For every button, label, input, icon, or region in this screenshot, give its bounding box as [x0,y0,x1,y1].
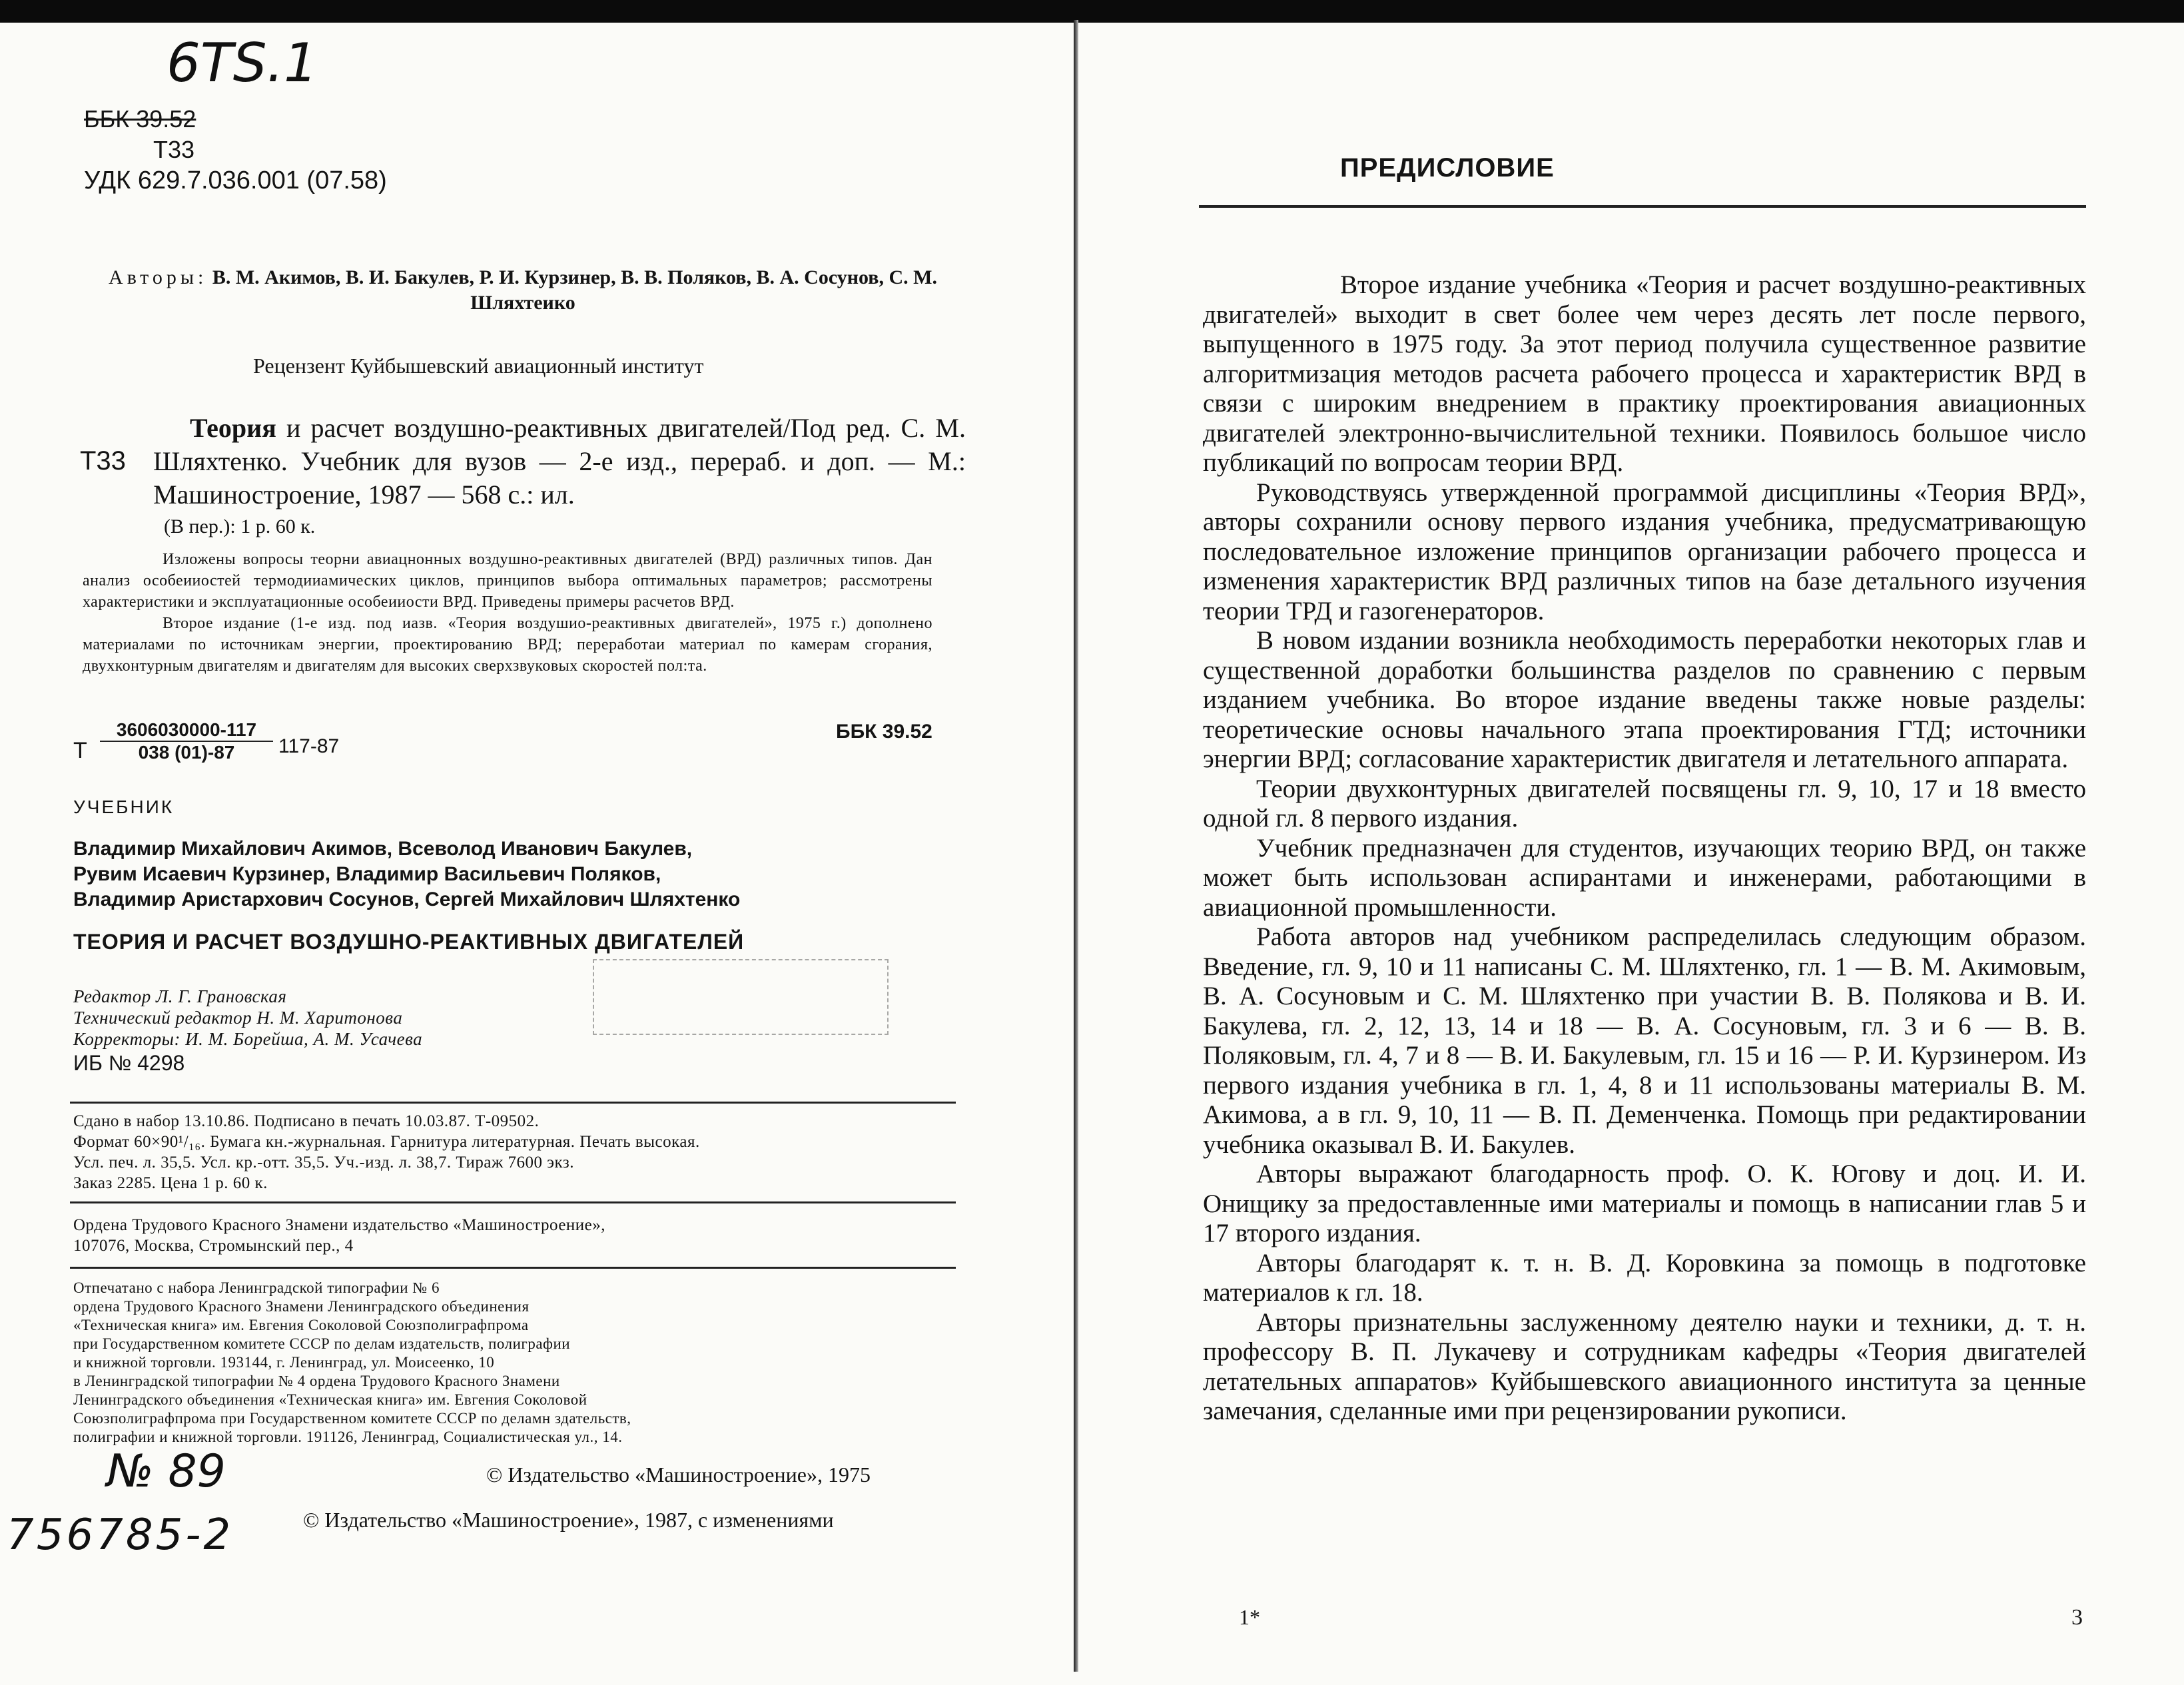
editor: Редактор Л. Г. Грановская [73,986,287,1006]
preface-paragraph-7: Авторы выражают благодарность проф. О. К. Югову и доц. И. И. Онищику за предоставленные ими материалы и помощь в написании глав 5 и 17 второго издания. [1203,1160,2086,1247]
abstract [83,549,932,677]
biblio-code: Т33 [80,446,126,476]
formula-fraction [100,719,273,763]
preface-paragraph-3: В новом издании возникла необходимость переработки некоторых глав и существенной доработки большинства разделов по сравнению с первым изданием учебника. Во второе издание введены также новые разделы: теоретические основы начального этапа проектирования ГТД; источники энергии ВРД; согласование характеристик двигателя и летательного аппарата. [1203,626,2086,773]
printer-info [73,1279,631,1447]
copyright-1975: © Издательство «Машиностроение», 1975 [486,1463,871,1487]
publisher-line-2: 107076, Москва, Стромынский пер., 4 [73,1237,354,1255]
divider-2 [70,1201,956,1203]
preface-heading: ПРЕДИСЛОВИЕ [1340,153,1555,182]
print-line-1: Сдано в набор 13.10.86. Подписано в печать 10.03.87. Т-09502. [73,1112,540,1130]
page-number: 3 [2071,1605,2083,1630]
preface-paragraph-9: Авторы признательны заслуженному деятелю науки и техники, д. т. н. профессору В. П. Лукачеву и сотрудникам кафедры «Теория двигателей летательных аппаратов» Куйбышевского авиационного института за ценные замечания, сделанные ими при рецензировании рукописи. [1203,1307,2086,1425]
print-line-2: Формат 60×90¹/₁₆. Бумага кн.-журнальная. Гарнитура литературная. Печать высокая. [73,1133,700,1151]
biblio-entry [153,412,966,511]
price: (В пер.): 1 р. 60 к. [164,515,316,537]
editors-block [73,986,422,1050]
bbk-struck: ББК 39.52 [84,105,196,133]
formula-t: Т [73,738,87,763]
formula-numerator: 3606030000-117 [100,719,273,742]
formula-suffix: 117-87 [278,735,340,757]
authors-full-line-1: Владимир Михайлович Акимов, Всеволод Иванович Бакулев, [73,838,693,860]
heading-rule [1199,205,2086,208]
divider-3 [70,1267,956,1269]
publisher [73,1215,605,1256]
library-stamp [593,959,889,1035]
printer-line-3: «Техническая книга» им. Евгения Соколовой Союзполиграфпрома [73,1317,529,1333]
handwritten-inventory: 756785-2 [7,1511,234,1560]
printer-line-2: ордена Трудового Красного Знамени Ленинградского объединения [73,1298,530,1315]
authors-full [73,837,740,912]
left-page-imprint [0,0,1072,1685]
preface-paragraph-2: Руководствуясь утвержденной программой дисциплины «Теория ВРД», авторы сохранили основу первого издания учебника, предусматривающую последовательное изложение принципов организации рабочего процесса и изменения характеристик ВРД различных типов на базе детального изучения теории ТРД и газогенераторов. [1203,478,2086,625]
biblio-title-rest: и расчет воздушно-реактивных двигателей/Под ред. С. М. Шляхтенко. Учебник для вузов — 2-е изд., перераб. и доп. — М.: Машиностроение, 1987 — 568 с.: ил. [153,413,966,509]
print-line-3: Усл. печ. л. 35,5. Усл. кр.-отт. 35,5. Уч.-изд. л. 38,7. Тираж 7600 экз. [73,1154,574,1172]
printer-line-4: при Государственном комитете СССР по делам издательств, полиграфии [73,1335,571,1352]
authors-line [80,265,966,316]
udk-code: УДК 629.7.036.001 (07.58) [84,167,387,194]
reviewer: Рецензент Куйбышевский авиационный институт [253,354,704,378]
divider-1 [70,1102,956,1104]
abstract-p1: Изложены вопросы теорни авиацнонных воздушно-реактивных двигателей (ВРД) различных типов. Дан анализ особеииостей термодииамических циклов, принципов выбора оптимальных параметров; рассмотрены характеристики и эксплуатационные особеииости ВРД. Приведены примеры расчетов ВРД. [83,551,932,611]
textbook-label: УЧЕБНИК [73,797,175,817]
printer-line-5: и книжной торговли. 193144, г. Ленинград, ул. Моисеенко, 10 [73,1354,495,1371]
title-caps: ТЕОРИЯ И РАСЧЕТ ВОЗДУШНО-РЕАКТИВНЫХ ДВИГАТЕЛЕЙ [73,930,745,954]
printer-line-9: полиграфии и книжной торговли. 191126, Ленинград, Социалистическая ул., 14. [73,1429,623,1445]
t-code: Т33 [153,136,195,163]
authors-label: Авторы: [109,266,208,288]
signature-mark: 1* [1239,1605,1260,1629]
right-page-preface [1072,0,2184,1685]
preface-body [1203,270,2086,1427]
preface-paragraph-6: Работа авторов над учебником распределилась следующим образом. Введение, гл. 9, 10 и 11 написаны С. М. Шляхтенко, гл. 1 — В. М. Акимовым, В. А. Сосуновым и С. М. Шляхтенко при участии В. В. Полякова и В. И. Бакулева, гл. 2, 12, 13, 14 и 18 — В. А. Сосуновым, гл. 3 и 6 — В. В. Поляковым, гл. 4, 7 и 8 — В. И. Бакулевым, гл. 15 и 16 — Р. И. Курзинером. Из первого издания учебника в гл. 1, 4, 8 и 11 использованы материалы В. М. Акимова, а в гл. 9, 10, 11 — В. П. Деменченка. Помощь при редактировании учебника оказывал В. И. Бакулев. [1203,922,2086,1159]
preface-paragraph-5: Учебник предназначен для студентов, изучающих теорию ВРД, он также может быть использован аспирантами и инженерами, работающими в авиационной промышленности. [1203,833,2086,922]
preface-paragraph-1: Второе издание учебника «Теория и расчет воздушно-реактивных двигателей» выходит в свет более чем через десять лет после первого, выпущенного в 1975 году. За этот период получила существенное развитие алгоритмизация методов расчета рабочего процесса и характеристик ВРД в связи с широким внедрением в практику проектирования авиационных двигателей электронно-вычислительной техники. Появилось большое число публикаций по вопросам теории ВРД. [1203,270,2086,477]
authors-full-line-3: Владимир Аристархович Сосунов, Сергей Михайлович Шляхтенко [73,888,741,910]
authors-full-line-2: Рувим Исаевич Курзинер, Владимир Васильевич Поляков, [73,863,661,885]
ib-number: ИБ № 4298 [73,1051,185,1075]
preface-paragraph-8: Авторы благодарят к. т. н. В. Д. Коровкина за помощь в подготовке материалов к гл. 18. [1203,1248,2086,1307]
printer-line-7: Ленинградского объединения «Техническая книга» им. Евгения Соколовой [73,1391,587,1408]
print-details [73,1111,959,1193]
printer-line-8: Союзполиграфпрома при Государственном комитете СССР по деламн здательств, [73,1410,631,1427]
biblio-title-bold: Теория [190,413,276,443]
print-line-4: Заказ 2285. Цена 1 р. 60 к. [73,1174,268,1192]
abstract-p2: Второе издание (1-е изд. под иазв. «Теория воздушио-реактивных двигателей», 1975 г.) дополнено материалами по источникам энергии, проектированию ВРД; переработаи материал по камерам сгорания, двухконтурным двигателям и двигателям для высоких сверхзвуковых скоростей пол:та. [83,615,932,675]
handwritten-number: № 89 [107,1445,226,1498]
formula-denominator: 038 (01)-87 [138,742,235,763]
printer-line-1: Отпечатано с набора Ленинградской типографии № 6 [73,1279,440,1296]
correctors: Корректоры: И. М. Борейша, А. М. Усачева [73,1029,423,1049]
bbk-right: ББК 39.52 [836,721,932,743]
printer-line-6: в Ленинградской типографии № 4 ордена Трудового Красного Знамени [73,1373,560,1389]
tech-editor: Технический редактор Н. М. Харитонова [73,1008,403,1028]
authors-names: В. М. Акимов, В. И. Бакулев, Р. И. Курзинер, В. В. Поляков, В. А. Сосунов, С. М. Шляхтеико [212,266,937,314]
handwritten-shelf-mark: 6TS.1 [167,32,318,94]
preface-paragraph-4: Теории двухконтурных двигателей посвящены гл. 9, 10, 17 и 18 вместо одной гл. 8 первого издания. [1203,774,2086,833]
publisher-line-1: Ордена Трудового Красного Знамени издательство «Машиностроение», [73,1216,606,1234]
copyright-1987: © Издательство «Машиностроение», 1987, с изменениями [303,1508,834,1532]
